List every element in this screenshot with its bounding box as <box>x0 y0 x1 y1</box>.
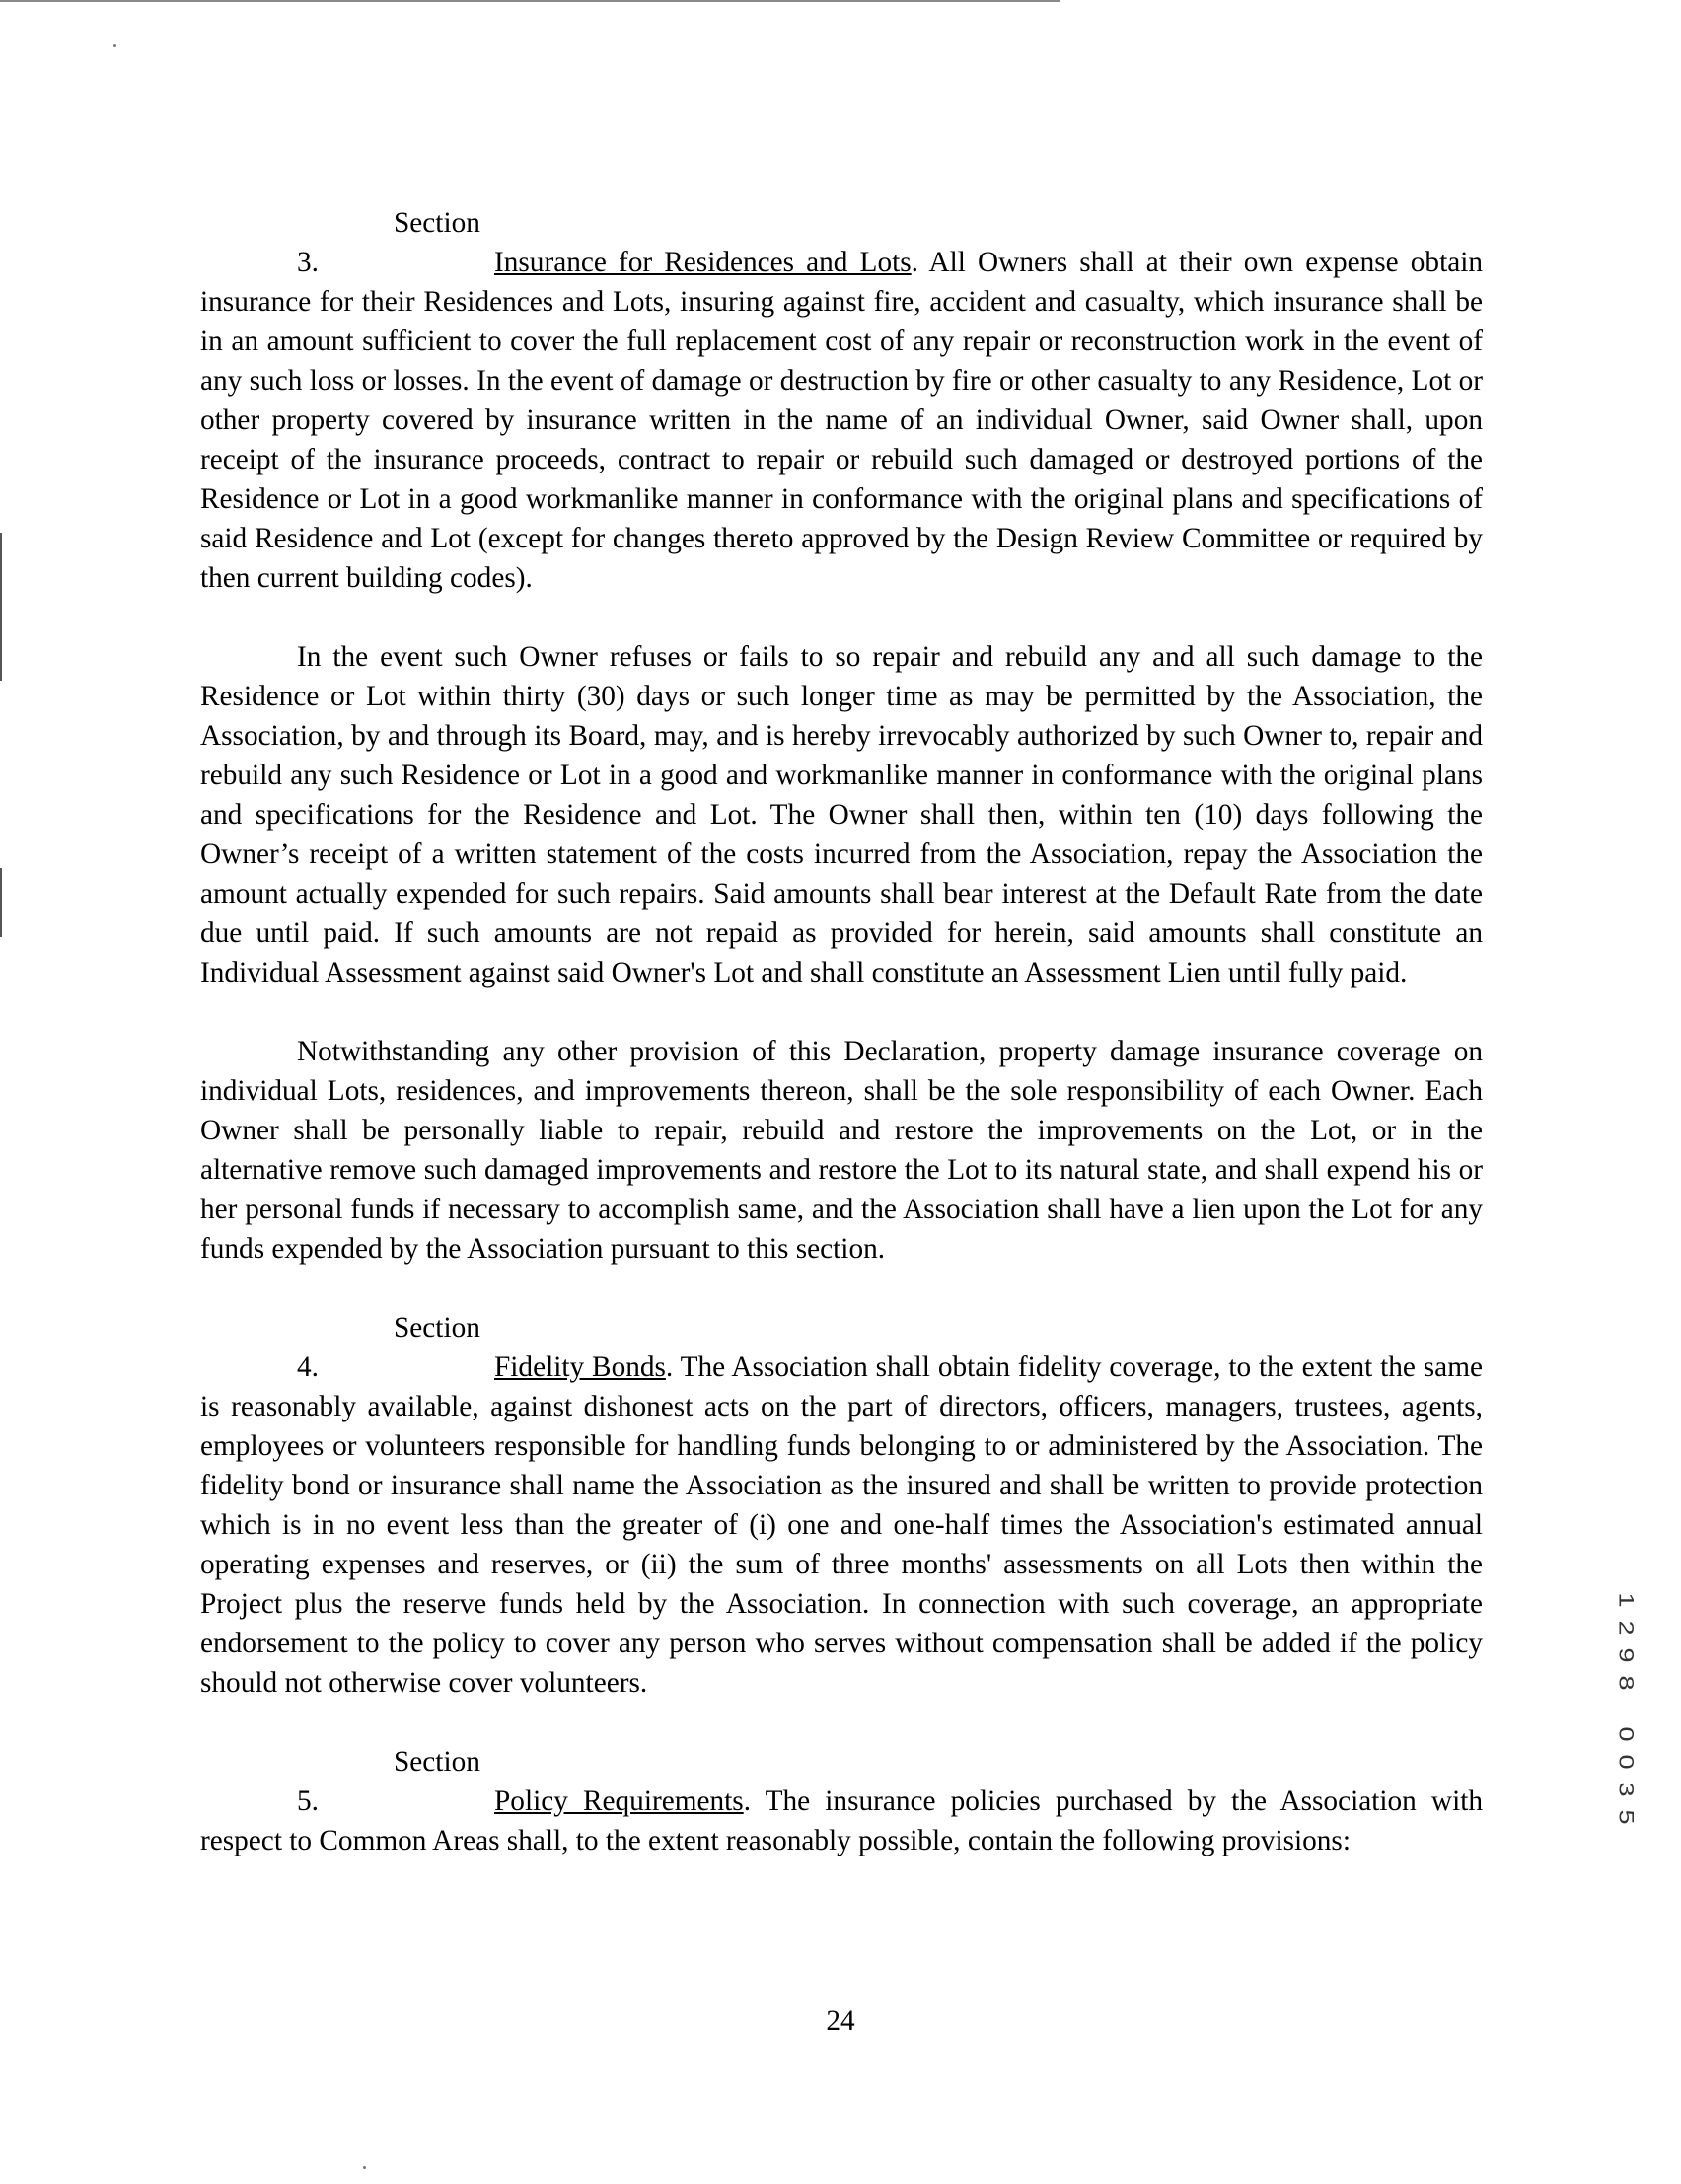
section-text: . The insurance policies purchased by the Association with respect to Common Areas shall, to the extent reasonably possible, contain the following provisions: <box>200 1785 1483 1856</box>
scan-speck <box>363 2166 366 2169</box>
scan-edge-left <box>0 533 2 681</box>
document-body <box>200 203 1483 1900</box>
scan-speck <box>113 44 116 47</box>
stamp-digit: 2 <box>1615 1620 1639 1636</box>
section-5-paragraph <box>200 1742 1483 1860</box>
side-stamp <box>1615 1586 1639 1831</box>
stamp-digit: 0 <box>1615 1754 1639 1770</box>
section-heading: Fidelity Bonds <box>494 1351 666 1383</box>
stamp-digit: 5 <box>1615 1809 1639 1825</box>
section-heading: Policy Requirements <box>494 1785 744 1817</box>
stamp-digit: 9 <box>1615 1647 1639 1663</box>
stamp-digit: 1 <box>1615 1592 1639 1608</box>
section-heading: Insurance for Residences and Lots <box>494 247 912 278</box>
page-number: 24 <box>826 2005 855 2037</box>
section-number: Section 4. <box>297 1312 480 1383</box>
scan-edge-left <box>0 868 2 937</box>
body-paragraph: Notwithstanding any other provision of this Declaration, property damage insurance coverage on individual Lots, residences, and improvements thereon, shall be the sole responsibility of each Owner. Each Owner shall be personally liable to repair, rebuild and restore the improvements on the Lot, or in the alternative remove such damaged improvements and restore the Lot to its natural state, and shall expend his or her personal funds if necessary to accomplish same, and the Association shall have a lien upon the Lot for any funds expended by the Association pursuant to this section. <box>200 1036 1483 1265</box>
section-text: . All Owners shall at their own expense obtain insurance for their Residences and Lots, insuring against fire, accident and casualty, which insurance shall be in an amount sufficient to cover the full replacement cost of any repair or reconstruction work in the event of any such loss or losses. In the event of damage or destruction by fire or other casualty to any Residence, Lot or other property covered by insurance written in the name of an individual Owner, said Owner shall, upon receipt of the insurance proceeds, contract to repair or rebuild such damaged or destroyed portions of the Residence or Lot in a good workmanlike manner in conformance with the original plans and specifications of said Residence and Lot (except for changes thereto approved by the Design Review Committee or required by then current building codes). <box>200 247 1483 594</box>
scan-edge-top <box>0 0 1060 2</box>
section-number: Section 5. <box>297 1746 480 1817</box>
section-4-paragraph <box>200 1308 1483 1703</box>
stamp-digit: 3 <box>1615 1782 1639 1797</box>
section-number: Section 3. <box>297 207 480 278</box>
stamp-digit: 0 <box>1615 1726 1639 1742</box>
section-text: . The Association shall obtain fidelity coverage, to the extent the same is reasonably available, against dishonest acts on the part of directors, officers, managers, trustees, agents, employees or volunteers responsible for handling funds belonging to or administered by the Association. The fidelity bond or insurance shall name the Association as the insured and shall be written to provide protection which is in no event less than the greater of (i) one and one-half times the Association's estimated annual operating expenses and reserves, or (ii) the sum of three months' assessments on all Lots then within the Project plus the reserve funds held by the Association. In connection with such coverage, an appropriate endorsement to the policy to cover any person who serves without compensation shall be added if the policy should not otherwise cover volunteers. <box>200 1351 1483 1699</box>
section-3-paragraph <box>200 203 1483 598</box>
stamp-digit: 8 <box>1615 1675 1639 1691</box>
body-paragraph: In the event such Owner refuses or fails to so repair and rebuild any and all such damage to the Residence or Lot within thirty (30) days or such longer time as may be permitted by the Association, the Association, by and through its Board, may, and is hereby irrevocably authorized by such Owner to, repair and rebuild any such Residence or Lot in a good and workmanlike manner in conformance with the original plans and specifications for the Residence and Lot. The Owner shall then, within ten (10) days following the Owner’s receipt of a written statement of the costs incurred from the Association, repay the Association the amount actually expended for such repairs. Said amounts shall bear interest at the Default Rate from the date due until paid. If such amounts are not repaid as provided for herein, said amounts shall constitute an Individual Assessment against said Owner's Lot and shall constitute an Assessment Lien until fully paid. <box>200 641 1483 988</box>
